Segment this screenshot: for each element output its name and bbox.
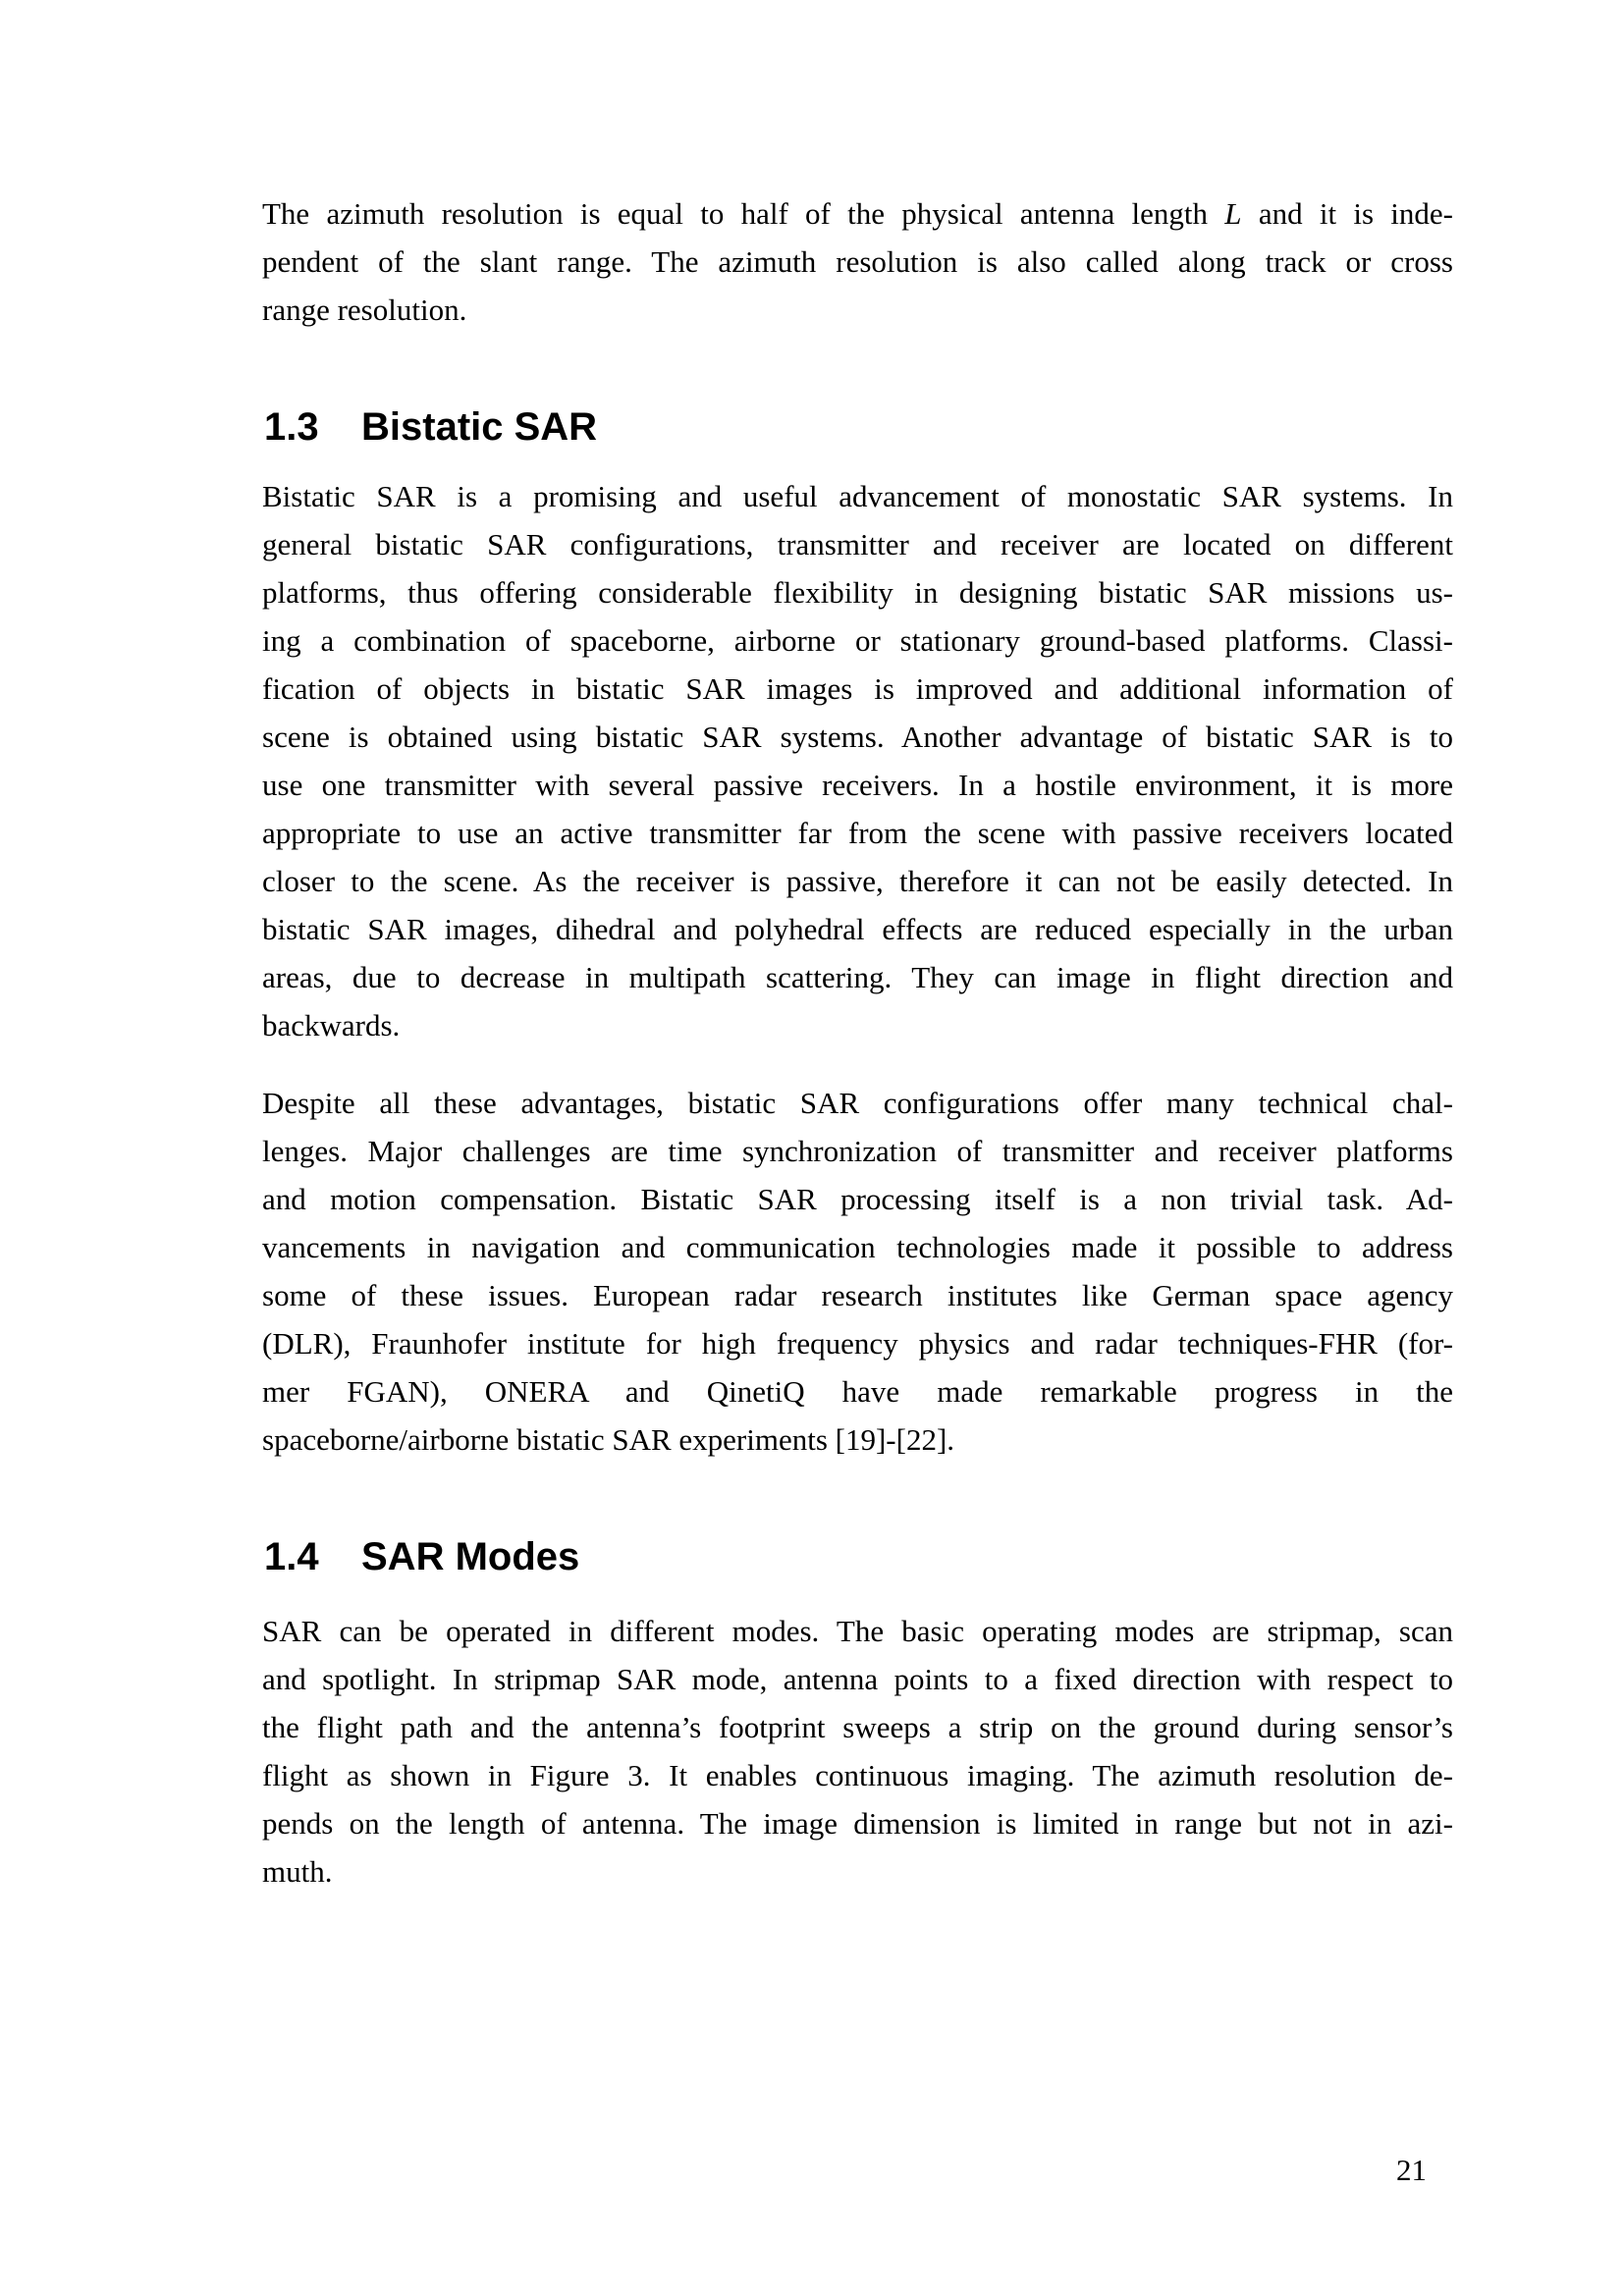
text-line: scene is obtained using bistatic SAR systems. Another advantage of bistatic SAR is to — [262, 720, 1453, 754]
text-line: appropriate to use an active transmitter far from the scene with passive receivers located — [262, 816, 1453, 850]
text-line: bistatic SAR images, dihedral and polyhedral effects are reduced especially in the urban — [262, 912, 1453, 946]
paragraph-azimuth-resolution — [262, 189, 1453, 334]
text-line: pendent of the slant range. The azimuth resolution is also called along track or cross — [262, 244, 1453, 279]
section-heading-1-4 — [264, 1534, 579, 1579]
text-line: ing a combination of spaceborne, airborne or stationary ground-based platforms. Classi- — [262, 623, 1453, 658]
text-line: general bistatic SAR configurations, transmitter and receiver are located on different — [262, 527, 1453, 561]
text-line: mer FGAN), ONERA and QinetiQ have made remarkable progress in the — [262, 1374, 1453, 1409]
text-line: some of these issues. European radar research institutes like German space agency — [262, 1278, 1453, 1312]
section-number-1-3: 1.3 — [264, 405, 319, 449]
text-line: range resolution. — [262, 293, 467, 327]
paragraph-bistatic-sar-overview — [262, 472, 1453, 1049]
text-line: vancements in navigation and communication technologies made it possible to address — [262, 1230, 1453, 1264]
text-line: Bistatic SAR is a promising and useful advancement of monostatic SAR systems. In — [262, 479, 1453, 513]
text-line: spaceborne/airborne bistatic SAR experiments [19]-[22]. — [262, 1422, 955, 1457]
text-line: the flight path and the antenna’s footprint sweeps a strip on the ground during sensor’s — [262, 1710, 1453, 1744]
section-number-1-4: 1.4 — [264, 1535, 319, 1578]
text-line: Despite all these advantages, bistatic SAR configurations offer many technical chal- — [262, 1086, 1453, 1120]
text-line: and spotlight. In stripmap SAR mode, antenna points to a fixed direction with respect to — [262, 1662, 1453, 1696]
text-line: (DLR), Fraunhofer institute for high frequency physics and radar techniques-FHR (for- — [262, 1326, 1453, 1361]
text-line: fication of objects in bistatic SAR images is improved and additional information of — [262, 671, 1453, 706]
section-title-sar-modes: SAR Modes — [361, 1535, 580, 1578]
text-line: SAR can be operated in different modes. The basic operating modes are stripmap, scan — [262, 1614, 1453, 1648]
section-title-bistatic-sar: Bistatic SAR — [361, 405, 598, 449]
text-line: and motion compensation. Bistatic SAR processing itself is a non trivial task. Ad- — [262, 1182, 1453, 1216]
text-line: muth. — [262, 1854, 333, 1889]
text-line: pends on the length of antenna. The image dimension is limited in range but not in azi- — [262, 1806, 1453, 1841]
text-line: flight as shown in Figure 3. It enables continuous imaging. The azimuth resolution de- — [262, 1758, 1453, 1792]
text-line: closer to the scene. As the receiver is passive, therefore it can not be easily detected. In — [262, 864, 1453, 898]
section-heading-1-3 — [264, 404, 597, 450]
text-line: The azimuth resolution is equal to half of the physical antenna length L and it is inde- — [262, 196, 1453, 231]
paragraph-sar-modes — [262, 1607, 1453, 1896]
text-line: platforms, thus offering considerable flexibility in designing bistatic SAR missions us- — [262, 575, 1453, 610]
paragraph-bistatic-sar-challenges — [262, 1079, 1453, 1464]
text-line: areas, due to decrease in multipath scattering. They can image in flight direction and — [262, 960, 1453, 994]
text-line: use one transmitter with several passive receivers. In a hostile environment, it is more — [262, 768, 1453, 802]
text-line: backwards. — [262, 1008, 401, 1042]
page-number: 21 — [1396, 2153, 1427, 2187]
text-line: lenges. Major challenges are time synchronization of transmitter and receiver platforms — [262, 1134, 1453, 1168]
